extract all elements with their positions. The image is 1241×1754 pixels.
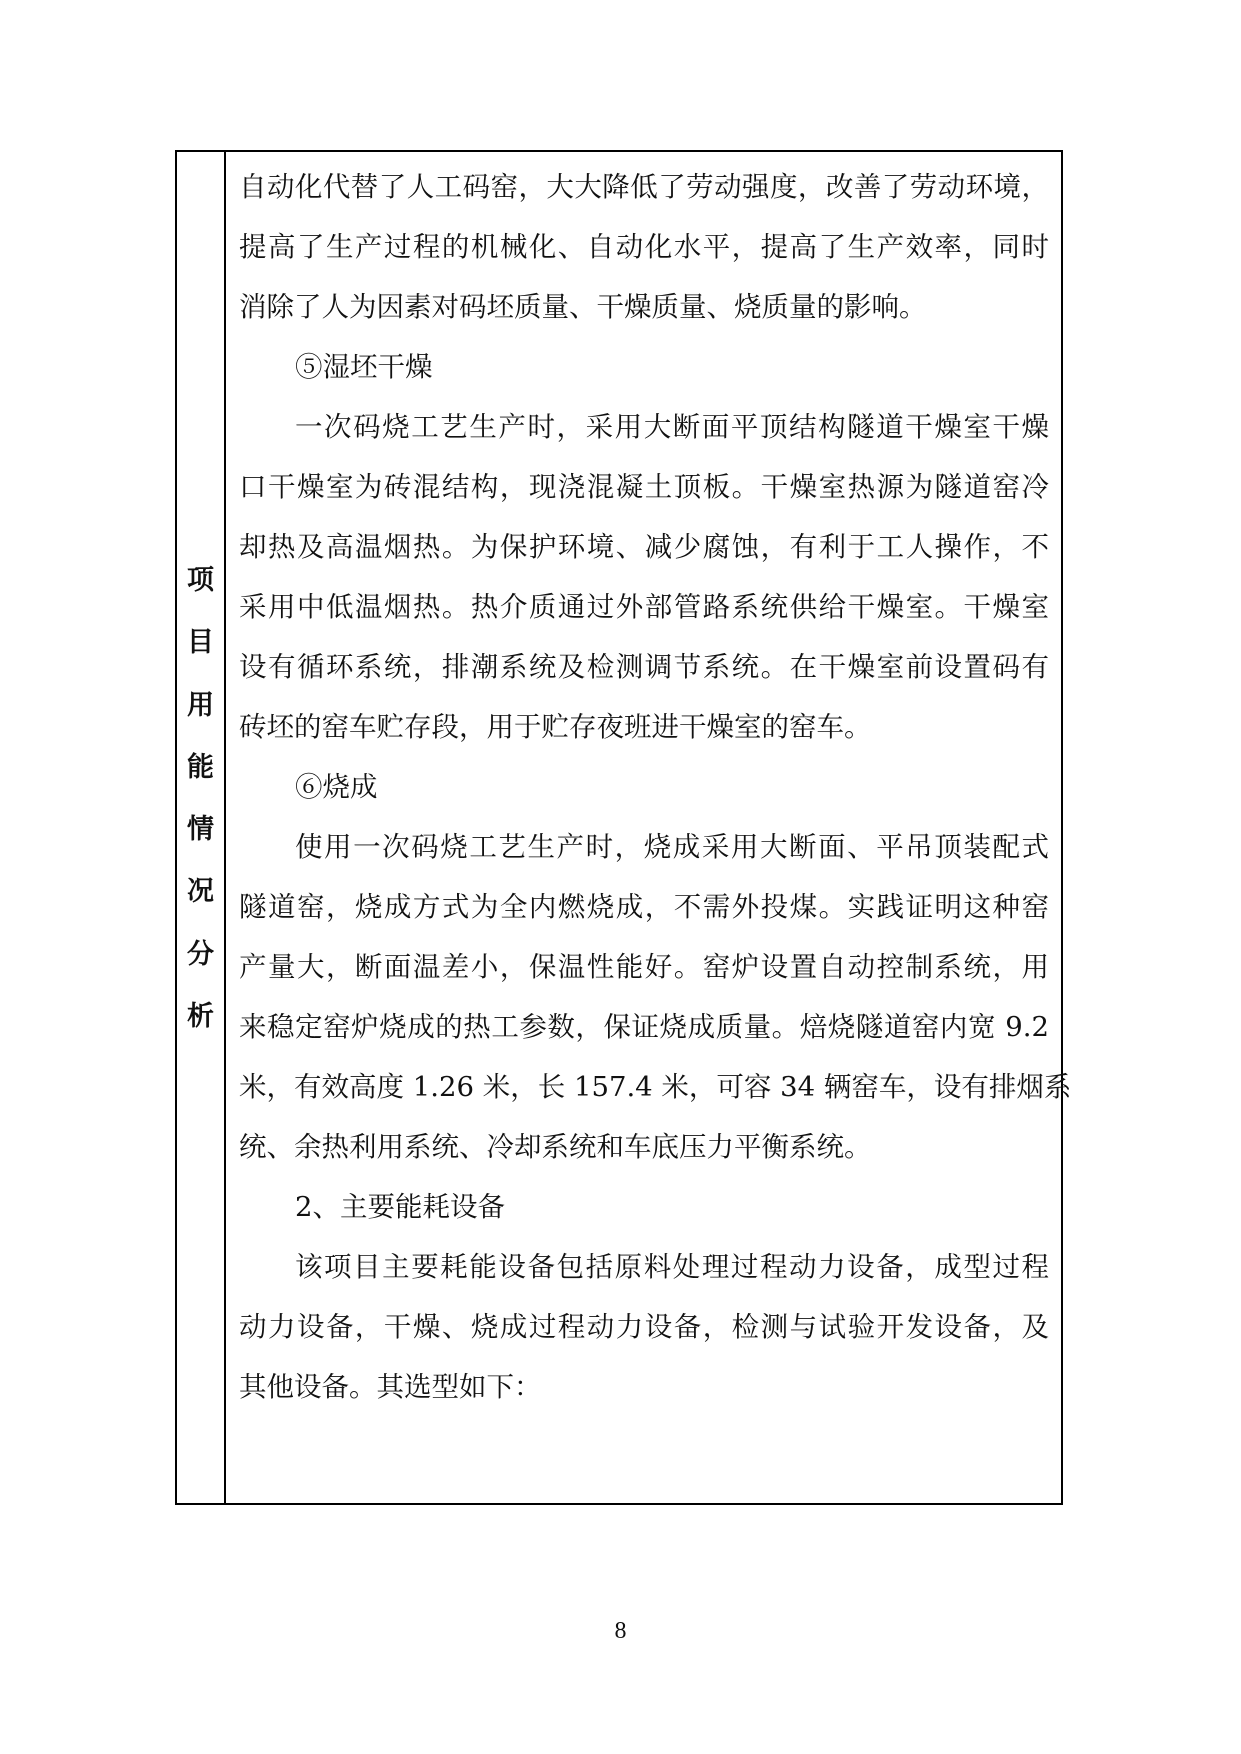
text-line: 统、余热利用系统、冷却系统和车底压力平衡系统。 — [239, 1131, 872, 1163]
text-line: 设有循环系统，排潮系统及检测调节系统。在干燥室前设置码有 — [239, 651, 1049, 683]
text-line: 其他设备。其选型如下： — [239, 1371, 542, 1403]
text-line: 产量大，断面温差小，保温性能好。窑炉设置自动控制系统，用 — [239, 951, 1049, 983]
row-label — [177, 550, 224, 1048]
row-label-char: 用 — [187, 689, 214, 721]
text-line: 来稳定窑炉烧成的热工参数，保证烧成质量。焙烧隧道窑内宽 9.2 — [239, 1011, 1049, 1043]
text-line: 米，有效高度 1.26 米，长 157.4 米，可容 34 辆窑车，设有排烟系 — [239, 1071, 1072, 1103]
text-line: 动力设备，干燥、烧成过程动力设备，检测与试验开发设备，及 — [239, 1311, 1049, 1343]
row-label-char: 目 — [187, 627, 214, 659]
section-heading: 2、主要能耗设备 — [295, 1191, 505, 1223]
page-number: 8 — [614, 1618, 627, 1644]
text-line: 自动化代替了人工码窑，大大降低了劳动强度，改善了劳动环境， — [239, 171, 1049, 203]
row-label-char: 情 — [187, 814, 214, 846]
section-heading: ⑤湿坯干燥 — [295, 351, 433, 383]
text-line: 使用一次码烧工艺生产时，烧成采用大断面、平吊顶装配式 — [295, 831, 1049, 863]
text-line: 采用中低温烟热。热介质通过外部管路系统供给干燥室。干燥室 — [239, 591, 1049, 623]
text-line: 隧道窑，烧成方式为全内燃烧成，不需外投煤。实践证明这种窑 — [239, 891, 1049, 923]
text-line: 一次码烧工艺生产时，采用大断面平顶结构隧道干燥室干燥 — [295, 411, 1049, 443]
row-label-char: 析 — [187, 1001, 214, 1033]
row-label-char: 分 — [187, 938, 214, 970]
column-divider — [224, 152, 226, 1503]
section-heading: ⑥烧成 — [295, 771, 378, 803]
text-line: 该项目主要耗能设备包括原料处理过程动力设备，成型过程 — [295, 1251, 1049, 1283]
text-line: 提高了生产过程的机械化、自动化水平，提高了生产效率，同时 — [239, 231, 1049, 263]
row-label-char: 项 — [187, 565, 214, 596]
text-line: 却热及高温烟热。为保护环境、减少腐蚀，有利于工人操作，不 — [239, 531, 1049, 563]
content-table — [175, 150, 1072, 1505]
text-line: 口干燥室为砖混结构，现浇混凝土顶板。干燥室热源为隧道窑冷 — [239, 471, 1049, 503]
text-line: 砖坯的窑车贮存段，用于贮存夜班进干燥室的窑车。 — [239, 711, 872, 743]
row-label-char: 能 — [187, 751, 214, 783]
text-line: 消除了人为因素对码坯质量、干燥质量、烧质量的影响。 — [239, 291, 927, 323]
row-label-char: 况 — [187, 876, 214, 908]
